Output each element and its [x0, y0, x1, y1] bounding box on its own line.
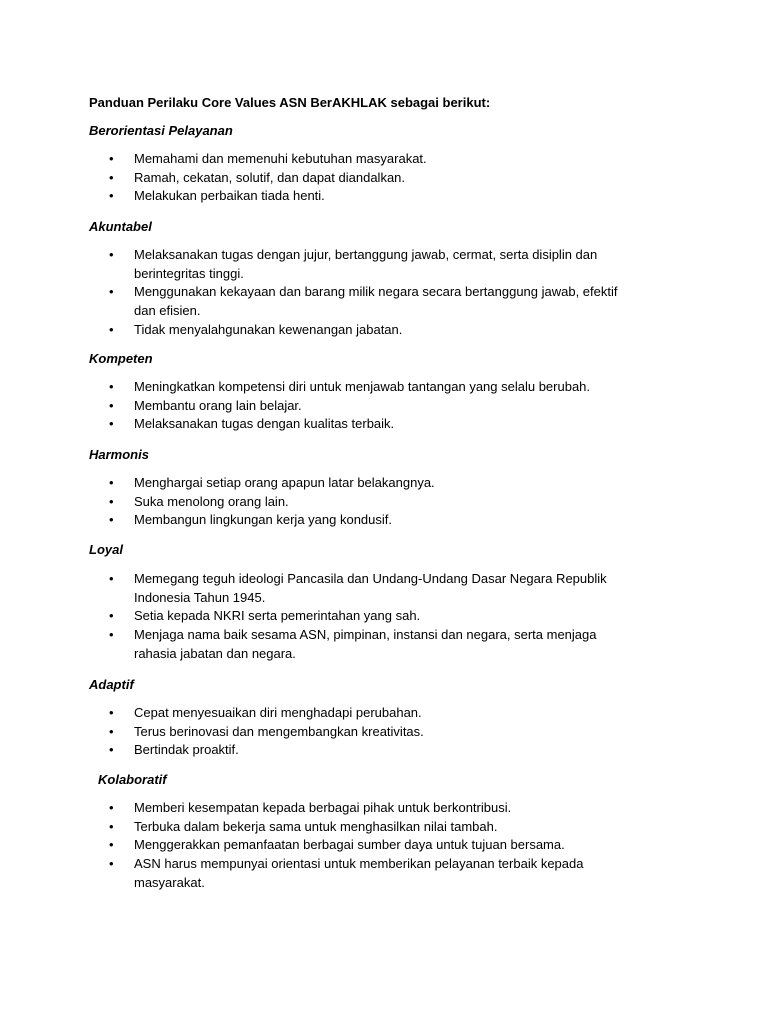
list-item — [0, 150, 634, 169]
list-item-text: Cepat menyesuaikan diri menghadapi perubahan. — [134, 705, 422, 720]
bullet-list-berorientasi-pelayanan — [0, 150, 768, 206]
list-item-text: Terus berinovasi dan mengembangkan kreativitas. — [134, 723, 424, 739]
list-item-text: Membangun lingkungan kerja yang kondusif. — [134, 512, 393, 528]
bullet-icon: • — [109, 397, 114, 413]
section-heading-kompeten: Kompeten — [89, 351, 153, 366]
list-item — [0, 378, 634, 397]
list-item-text: Suka menolong orang lain. — [134, 493, 289, 509]
bullet-icon: • — [109, 818, 114, 834]
list-item — [0, 493, 634, 512]
list-item-text: Melakukan perbaikan tiada henti. — [134, 188, 325, 204]
bullet-icon: • — [109, 800, 114, 815]
list-item — [0, 607, 634, 626]
list-item — [0, 799, 634, 818]
list-item — [0, 511, 634, 530]
list-item-text: Melaksanakan tugas dengan jujur, bertanggung jawab, cermat, serta disiplin dan berintegritas tinggi. — [134, 247, 598, 281]
section-heading-berorientasi-pelayanan: Berorientasi Pelayanan — [89, 123, 233, 138]
list-item-text: Memahami dan memenuhi kebutuhan masyarakat. — [134, 151, 427, 166]
list-item-text: Ramah, cekatan, solutif, dan dapat diandalkan. — [134, 169, 406, 185]
list-item-text: Menggunakan kekayaan dan barang milik negara secara bertanggung jawab, efektif dan efisien. — [134, 284, 618, 319]
list-item — [0, 246, 634, 283]
list-item — [0, 397, 634, 416]
bullet-list-adaptif — [0, 704, 768, 760]
list-item-text: Meningkatkan kompetensi diri untuk menjawab tantangan yang selalu berubah. — [134, 379, 591, 394]
bullet-icon: • — [109, 571, 114, 586]
bullet-icon: • — [109, 169, 114, 185]
list-item-text: Memegang teguh ideologi Pancasila dan Undang-Undang Dasar Negara Republik Indonesia Tahun 1945. — [134, 571, 607, 605]
bullet-icon: • — [109, 608, 114, 624]
list-item-text: Menghargai setiap orang apapun latar belakangnya. — [134, 475, 435, 490]
document-title: Panduan Perilaku Core Values ASN BerAKHLAK sebagai berikut: — [89, 95, 491, 110]
list-item — [0, 704, 634, 723]
list-item — [0, 187, 634, 206]
section-heading-akuntabel: Akuntabel — [89, 219, 152, 234]
list-item — [0, 474, 634, 493]
list-item — [0, 723, 634, 742]
section-heading-loyal: Loyal — [89, 542, 123, 557]
list-item-text: ASN harus mempunyai orientasi untuk memberikan pelayanan terbaik kepada masyarakat. — [134, 856, 584, 890]
bullet-icon: • — [109, 512, 114, 528]
list-item — [0, 741, 634, 760]
list-item — [0, 836, 634, 855]
bullet-list-akuntabel — [0, 246, 768, 340]
section-heading-adaptif: Adaptif — [89, 677, 134, 692]
list-item — [0, 321, 634, 340]
bullet-icon: • — [109, 705, 114, 720]
list-item — [0, 855, 634, 892]
bullet-icon: • — [109, 284, 114, 300]
list-item-text: Terbuka dalam bekerja sama untuk menghasilkan nilai tambah. — [134, 818, 498, 834]
bullet-icon: • — [109, 742, 114, 758]
bullet-icon: • — [109, 837, 114, 853]
list-item — [0, 626, 634, 663]
bullet-list-kompeten — [0, 378, 768, 434]
bullet-icon: • — [109, 247, 114, 262]
bullet-icon: • — [109, 856, 114, 872]
list-item-text: Memberi kesempatan kepada berbagai pihak untuk berkontribusi. — [134, 800, 512, 815]
list-item-text: Bertindak proaktif. — [134, 742, 239, 758]
bullet-list-kolaboratif — [0, 799, 768, 893]
list-item — [0, 169, 634, 188]
list-item — [0, 818, 634, 837]
bullet-icon: • — [109, 627, 114, 643]
bullet-icon: • — [109, 475, 114, 490]
bullet-icon: • — [109, 188, 114, 204]
list-item-text: Tidak menyalahgunakan kewenangan jabatan. — [134, 321, 403, 337]
list-item — [0, 415, 634, 434]
section-heading-kolaboratif: Kolaboratif — [98, 772, 167, 787]
list-item-text: Membantu orang lain belajar. — [134, 397, 302, 413]
bullet-icon: • — [109, 493, 114, 509]
list-item-text: Menjaga nama baik sesama ASN, pimpinan, instansi dan negara, serta menjaga rahasia jabatan dan negara. — [134, 627, 597, 661]
bullet-icon: • — [109, 723, 114, 739]
list-item — [0, 570, 634, 607]
list-item-text: Setia kepada NKRI serta pemerintahan yang sah. — [134, 608, 421, 624]
list-item-text: Melaksanakan tugas dengan kualitas terbaik. — [134, 416, 395, 432]
section-heading-harmonis: Harmonis — [89, 447, 149, 462]
list-item-text: Menggerakkan pemanfaatan berbagai sumber daya untuk tujuan bersama. — [134, 837, 565, 853]
bullet-icon: • — [109, 416, 114, 432]
bullet-icon: • — [109, 321, 114, 337]
list-item — [0, 283, 634, 320]
bullet-list-loyal — [0, 570, 768, 664]
bullet-icon: • — [109, 379, 114, 394]
bullet-list-harmonis — [0, 474, 768, 530]
bullet-icon: • — [109, 151, 114, 166]
